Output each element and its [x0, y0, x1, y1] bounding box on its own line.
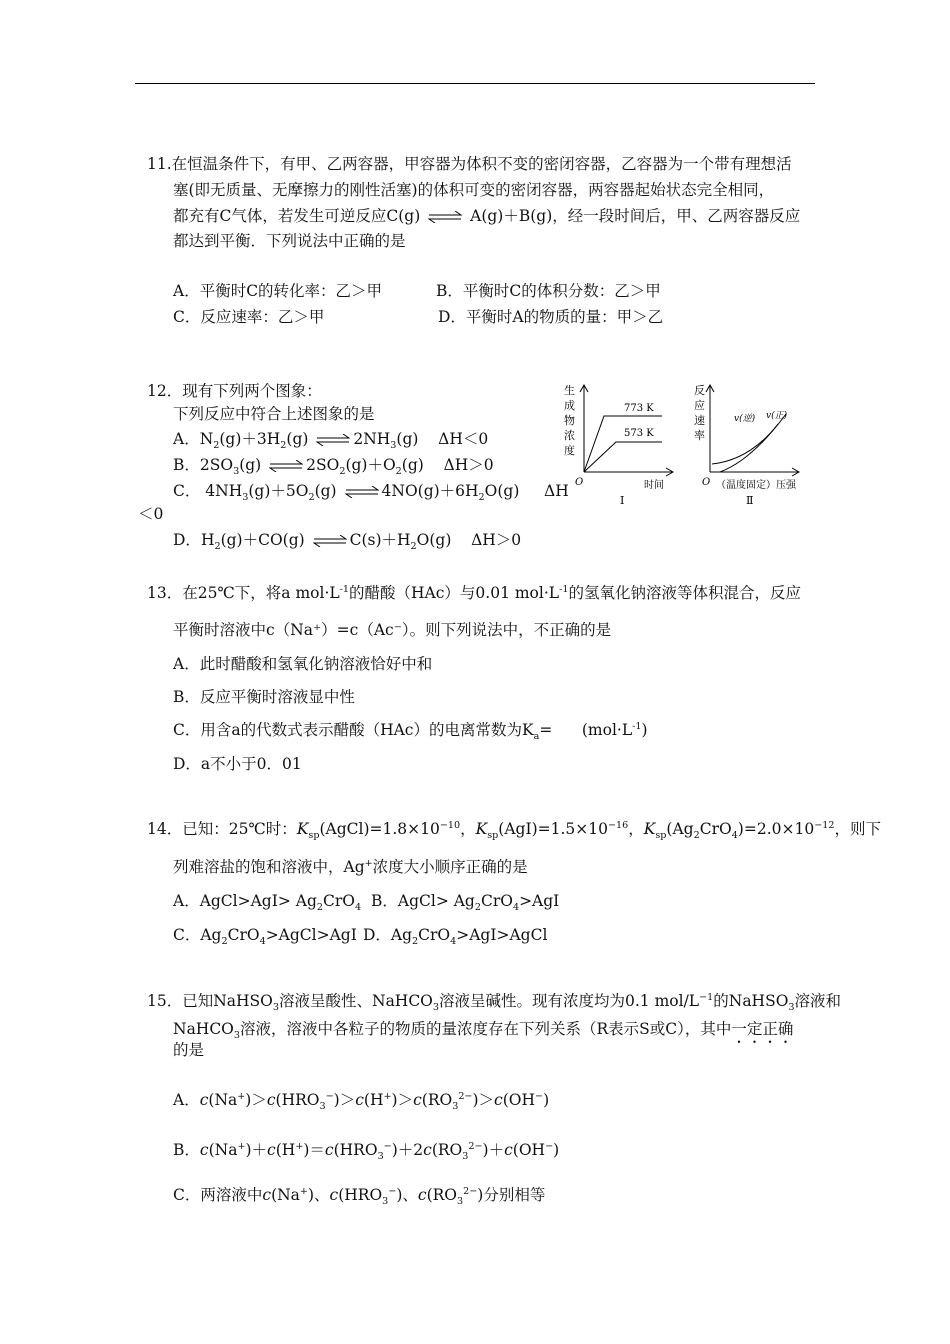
- q14-option-b: B．AgCl> $Ag_2CrO_4>AgI$: [371, 892, 560, 914]
- q15-option-b: B．$c(Na^+)+c(H^+)=c(HRO_3^-)+2c(RO_3^{2-})+c(OH^-)$: [173, 1140, 560, 1163]
- graph1-xlabel: 时间: [644, 480, 664, 491]
- q12-option-c-wrap: ＜0: [138, 505, 164, 523]
- graph2-ylabel-3: 速: [694, 414, 705, 427]
- graph1-ylabel-5: 度: [564, 444, 575, 457]
- graph2-xlabel: （温度固定）压强: [716, 480, 796, 491]
- graph-rate-pressure: [690, 380, 805, 510]
- q11-line3: 都充有C气体，若发生可逆反应C(g) A(g)＋B(g)，经一段时间后，甲、乙两容器反应: [173, 207, 801, 225]
- q12-line1: 12．现有下列两个图象：: [147, 382, 322, 400]
- graph2-x-axis: [710, 468, 799, 476]
- q15-line1: 15．已知NaHSO$_3$溶液呈酸性、NaHCO$_3$溶液呈碱性。现有浓度均为0.1 mol/$L^{-1}$的NaHSO$_3$溶液和: [147, 991, 842, 1014]
- q12-option-c: C． $4NH_3(g)+5O_2(g)$ $4NO(g)+6H_2O(g)$ ΔH: [173, 482, 569, 504]
- graph2-origin: O: [702, 477, 711, 488]
- graph1-curve-573k: [584, 442, 662, 472]
- graph1-ylabel-3: 物: [564, 414, 575, 427]
- graph2-caption: Ⅱ: [746, 494, 754, 507]
- graph1-origin: O: [575, 477, 584, 488]
- q12-option-a: A．$N_2(g)+3H_2(g)$ $2NH_3(g)$ ΔH＜0: [173, 430, 489, 452]
- header-rule: [135, 83, 815, 84]
- q13-line2: 平衡时溶液中c（Na⁺）=c（Ac⁻）。则下列说法中，不正确的是: [173, 621, 612, 639]
- q11-line1: 11.在恒温条件下，有甲、乙两容器，甲容器为体积不变的密闭容器，乙容器为一个带有理想活: [147, 155, 792, 173]
- equilibrium-arrow-icon: [313, 535, 347, 547]
- q13-option-b: B．反应平衡时溶液显中性: [173, 688, 355, 706]
- graph1-label-573k: 573 K: [624, 428, 654, 439]
- q11-option-d: D．平衡时A的物质的量：甲＞乙: [438, 308, 664, 326]
- q11-option-c: C．反应速率：乙＞甲: [173, 308, 325, 326]
- graph-concentration-time: [560, 380, 680, 510]
- graph1-label-773k: 773 K: [624, 403, 654, 414]
- q14-line1: 14．已知：25℃时：$K_{sp}(AgCl)=1.8\times 10^{-10}$，$K_{sp}(AgI)=1.5\times 10^{-16}$，$K_{sp}(Ag_2CrO_4)=2.0\times 10^{-12}$，则下: [147, 819, 881, 842]
- q14-option-a: A．AgCl>AgI> $Ag_2CrO_4$: [173, 892, 362, 914]
- q13-line1: 13．在25℃下，将a $mol\cdot L^{-1}$的醋酸（HAc）与0.01 $mol\cdot L^{-1}$的氢氧化钠溶液等体积混合，反应: [147, 583, 801, 602]
- graph2-y-axis: [706, 385, 714, 472]
- graph2-ylabel-4: 率: [694, 429, 705, 442]
- equilibrium-arrow-icon: [345, 486, 379, 498]
- q14-option-c: C．$Ag_2CrO_4>AgCl>AgI$: [173, 926, 357, 948]
- graph1-ylabel-1: 生: [564, 384, 575, 397]
- graph1-curve-773k: [584, 416, 662, 472]
- q15-line2: NaHCO$_3$溶液，溶液中各粒子的物质的量浓度存在下列关系（R表示S或C），其中一定正确: [173, 1020, 794, 1042]
- equilibrium-arrow-icon: [269, 460, 303, 472]
- q11-option-a: A．平衡时C的转化率：乙＞甲: [173, 282, 383, 300]
- q13-option-c: C．用含a的代数式表示醋酸（HAc）的电离常数为$K_a=$ $(mol\cdot L^{-1})$: [173, 720, 648, 743]
- graph1-x-axis: [584, 468, 673, 476]
- q14-option-d: D．$Ag_2CrO_4>AgI>AgCl$: [363, 926, 548, 948]
- graph2-ylabel-1: 反: [694, 384, 705, 397]
- q12-option-d: D．$H_2(g)+CO(g)$ $C(s)+H_2O(g)$ ΔH＞0: [173, 531, 522, 553]
- q12-option-b: B．$2SO_3(g)$ $2SO_2(g)+O_2(g)$ ΔH＞0: [173, 456, 494, 478]
- q15-option-c: C．两溶液中c(Na+)、$c(HRO_3^-)$、$c(RO_3^{2-})$分别相等: [173, 1185, 546, 1208]
- q11-line2: 塞(即无质量、无摩擦力的刚性活塞)的体积可变的密闭容器，两容器起始状态完全相同，: [173, 181, 775, 199]
- q13-option-a: A．此时醋酸和氢氧化钠溶液恰好中和: [173, 655, 433, 673]
- equilibrium-arrow-icon: [316, 434, 350, 446]
- q12-line2: 下列反应中符合上述图象的是: [173, 405, 375, 423]
- q15-line3: 的是: [173, 1041, 205, 1059]
- q11-option-b: B．平衡时C的体积分数：乙＞甲: [436, 282, 661, 300]
- graph1-ylabel-2: 成: [564, 399, 575, 412]
- q13-option-d: D．a不小于0．01: [173, 755, 302, 773]
- graph1-ylabel-4: 浓: [564, 429, 575, 442]
- q15-option-a: A．$c(Na^+)>c(HRO_3^-)>c(H^+)>c(RO_3^{2-})>c(OH^-)$: [173, 1090, 550, 1113]
- graph2-ylabel-2: 应: [694, 399, 705, 412]
- graph2-label-reverse: v(逆): [734, 414, 756, 424]
- graph1-caption: Ⅰ: [620, 494, 625, 507]
- q11-line4: 都达到平衡．下列说法中正确的是: [173, 232, 406, 250]
- q14-line2: 列难溶盐的饱和溶液中，Ag+浓度大小顺序正确的是: [173, 857, 528, 876]
- graph1-y-axis: [580, 385, 588, 472]
- equilibrium-arrow-icon: [428, 211, 462, 223]
- graph2-label-forward: v(正): [766, 411, 788, 421]
